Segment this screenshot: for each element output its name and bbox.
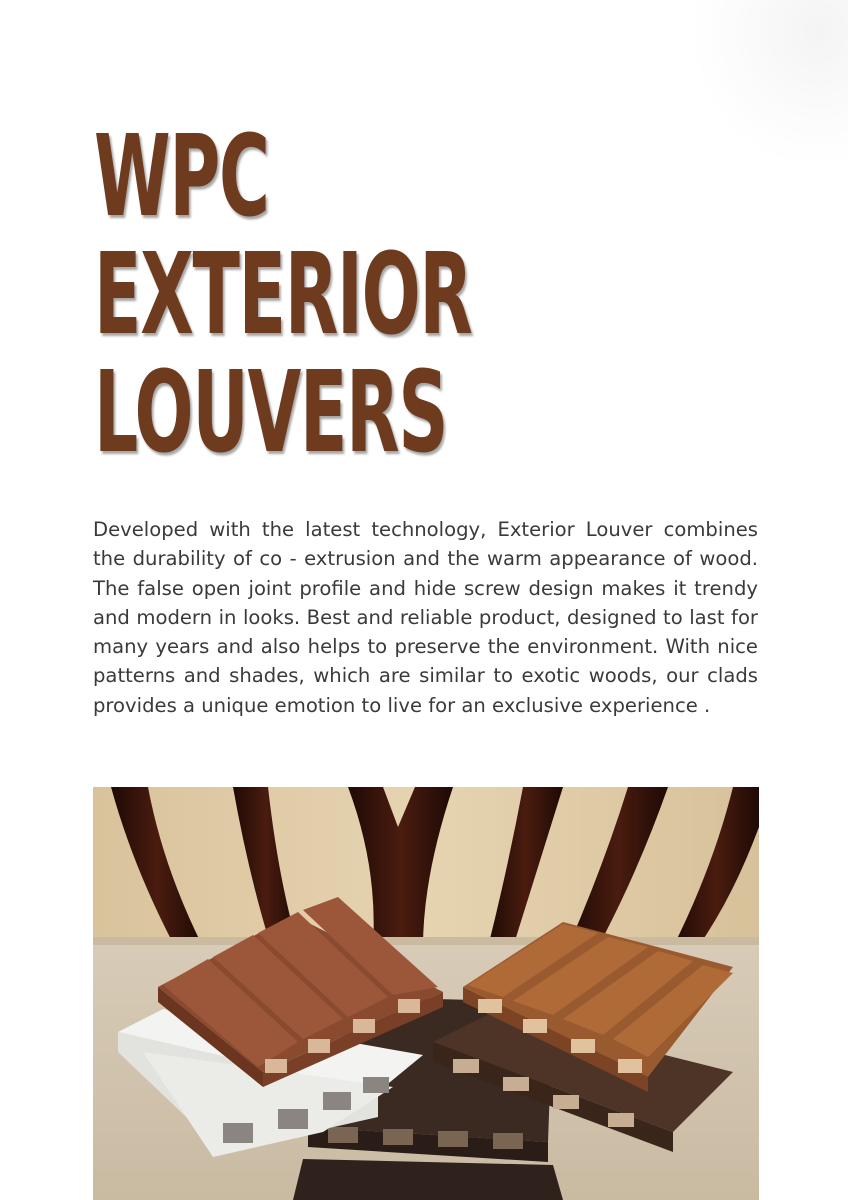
product-photo <box>93 787 759 1200</box>
title-line-2: EXTERIOR <box>94 230 472 360</box>
title-line-1: WPC <box>94 112 269 242</box>
corner-glare <box>698 0 848 160</box>
description-paragraph: Developed with the latest technology, Exterior Louver combines the durability of co - extrusion and the warm appearance of wood. The false open joint profile and hide screw design makes it trendy and modern in looks. Best and reliable product, designed to last for many years and also helps to preserve the environment. With nice patterns and shades, which are similar to exotic woods, our clads provides a unique emotion to live for an exclusive experience . <box>93 518 758 717</box>
page-title <box>94 112 472 478</box>
bottom-dark-slats <box>293 1159 563 1200</box>
title-line-3: LOUVERS <box>94 348 448 478</box>
